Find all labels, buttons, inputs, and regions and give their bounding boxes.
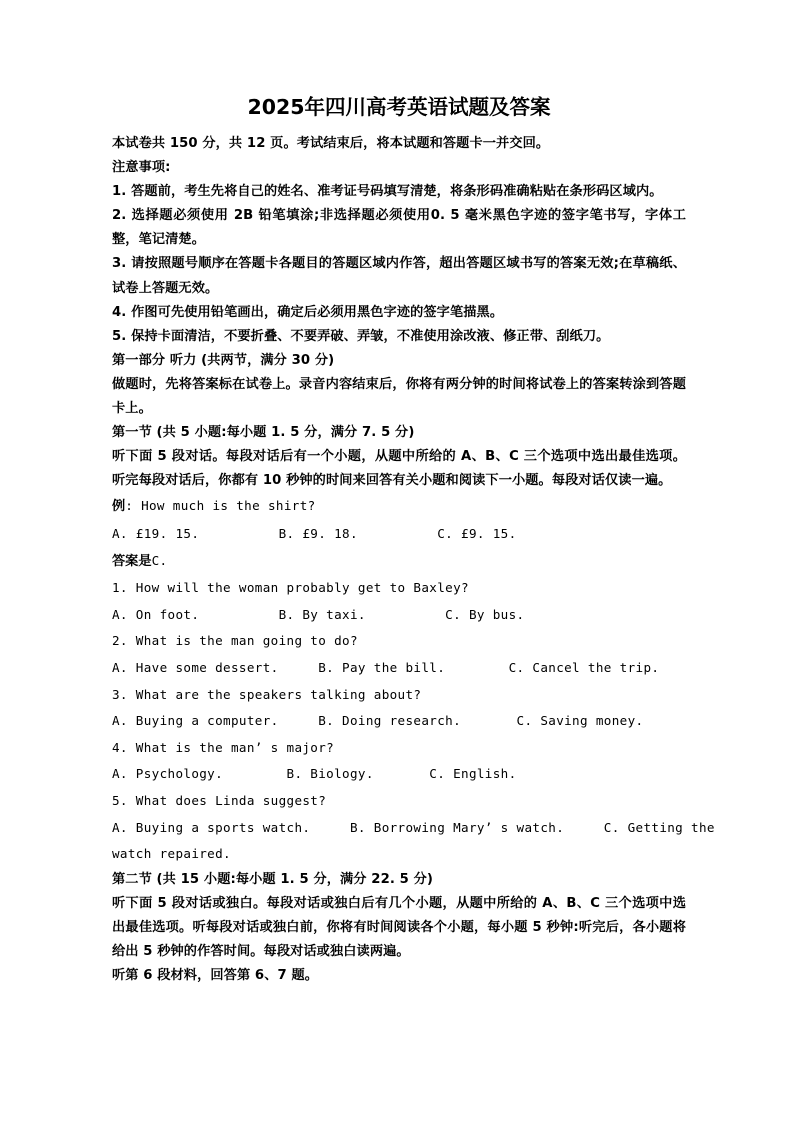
exam-header-line: 本试卷共 150 分，共 12 页。考试结束后，将本试题和答题卡一并交回。 <box>112 136 550 151</box>
question-2-options: A. Have some dessert. B. Pay the bill. C. Cancel the trip. <box>112 659 660 675</box>
example-answer-line <box>112 548 686 576</box>
example-question-line <box>112 493 686 521</box>
question-1-options: A. On foot. B. By taxi. C. By bus. <box>112 606 525 622</box>
question-3-stem: 3. What are the speakers talking about? <box>112 686 422 702</box>
document-content <box>112 92 715 988</box>
example-question-text: How much is the shirt? <box>141 498 316 514</box>
question-5-stem: 5. What does Linda suggest? <box>112 792 327 808</box>
question-3-options: A. Buying a computer. B. Doing research. C. Saving money. <box>112 713 644 729</box>
question-4-stem: 4. What is the man’ s major? <box>112 739 335 755</box>
example-answer-value: C. <box>151 552 168 568</box>
note-item-5: 5. 保持卡面清洁，不要折叠、不要弄破、弄皱，不准使用涂改液、修正带、刮纸刀。 <box>112 328 610 344</box>
example-options-line: A. £19. 15. B. £9. 18. C. £9. 15. <box>112 526 517 541</box>
material-six-heading: 听第 6 段材料，回答第 6、7 题。 <box>112 968 319 984</box>
question-5-options: A. Buying a sports watch. B. Borrowing Mary’ s watch. C. Getting the <box>112 819 715 835</box>
question-1-stem: 1. How will the woman probably get to Baxley? <box>112 580 469 596</box>
example-label: 例 <box>112 499 126 515</box>
section-one-instruction: 听下面 5 段对话。每段对话后有一个小题，从题中所给的 A、B、C 三个选项中选出最佳选项。听完每段对话后，你都有 10 秒钟的时间来回答有关小题和阅读下一小题。每段对话仅读一遍。 <box>112 449 686 489</box>
note-item-4: 4. 作图可先使用铅笔画出，确定后必须用黑色字迹的签字笔描黑。 <box>112 304 504 320</box>
question-5-options-continued: watch repaired. <box>112 846 231 862</box>
note-item-2: 2. 选择题必须使用 2B 铅笔填涂;非选择题必须使用0. 5 毫米黑色字迹的签字笔书写，字体工整，笔记清楚。 <box>112 208 686 248</box>
part-one-heading: 第一部分 听力 (共两节，满分 30 分) <box>112 352 335 368</box>
note-item-3: 3. 请按照题号顺序在答题卡各题目的答题区域内作答，超出答题区域书写的答案无效;在草稿纸、试卷上答题无效。 <box>112 256 686 296</box>
question-4-options: A. Psychology. B. Biology. C. English. <box>112 766 517 782</box>
example-colon: : <box>125 498 142 514</box>
note-item-1: 1. 答题前，考生先将自己的姓名、准考证号码填写清楚，将条形码准确粘贴在条形码区域内。 <box>112 184 663 200</box>
question-2-stem: 2. What is the man going to do? <box>112 633 358 649</box>
section-two-instruction: 听下面 5 段对话或独白。每段对话或独白后有几个小题，从题中所给的 A、B、C 三个选项中选出最佳选项。听每段对话或独白前，你将有时间阅读各个小题，每小题 5 秒钟:听完后，各小题将给出 5 秒钟的作答时间。每段对话或独白读两遍。 <box>112 895 686 959</box>
section-one-heading: 第一节 (共 5 小题:每小题 1. 5 分，满分 7. 5 分) <box>112 425 415 441</box>
example-answer-label: 答案是 <box>112 553 152 569</box>
section-two-heading: 第二节 (共 15 小题:每小题 1. 5 分，满分 22. 5 分) <box>112 871 434 887</box>
notes-heading: 注意事项: <box>112 160 171 176</box>
part-one-instruction: 做题时，先将答案标在试卷上。录音内容结束后，你将有两分钟的时间将试卷上的答案转涂到答题卡上。 <box>112 376 686 417</box>
page-title: 2025年四川高考英语试题及答案 <box>247 95 551 119</box>
